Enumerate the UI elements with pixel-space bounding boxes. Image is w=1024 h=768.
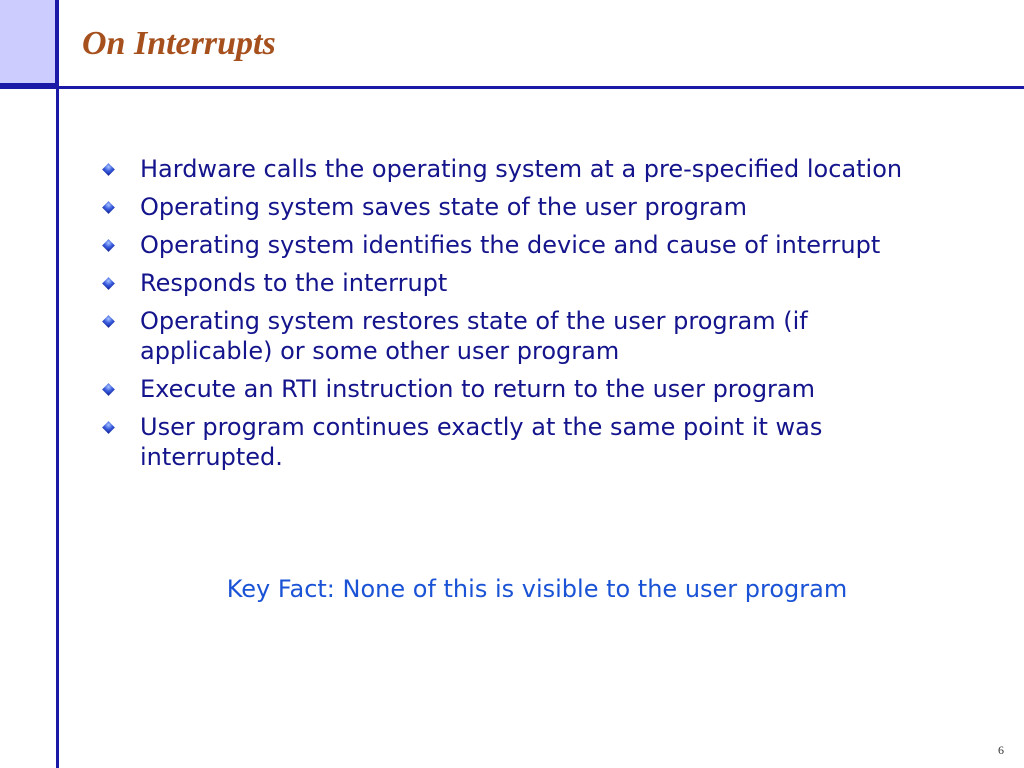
blue-diamond-bullet-icon <box>102 239 115 252</box>
bullet-text: User program continues exactly at the same point it was interrupted. <box>140 413 823 471</box>
horizontal-divider-line <box>0 86 1024 89</box>
bullet-item <box>100 192 920 222</box>
bullet-text: Operating system identifies the device and cause of interrupt <box>140 231 881 259</box>
blue-diamond-bullet-icon <box>102 421 115 434</box>
bullet-item <box>100 412 920 472</box>
bullet-item <box>100 230 920 260</box>
bullet-text: Responds to the interrupt <box>140 269 448 297</box>
bullet-text: Operating system restores state of the user program (if applicable) or some other user program <box>140 307 808 365</box>
blue-diamond-bullet-icon <box>102 277 115 290</box>
bullet-text: Operating system saves state of the user program <box>140 193 747 221</box>
blue-diamond-bullet-icon <box>102 315 115 328</box>
slide-title: On Interrupts <box>82 25 276 62</box>
bullet-list <box>100 154 920 480</box>
vertical-divider-line <box>56 0 59 768</box>
bullet-item <box>100 374 920 404</box>
blue-diamond-bullet-icon <box>102 163 115 176</box>
key-fact-text: Key Fact: None of this is visible to the user program <box>226 575 848 603</box>
blue-diamond-bullet-icon <box>102 383 115 396</box>
bullet-item <box>100 268 920 298</box>
bullet-item <box>100 154 920 184</box>
bullet-text: Execute an RTI instruction to return to the user program <box>140 375 816 403</box>
blue-diamond-bullet-icon <box>102 201 115 214</box>
corner-accent-box <box>0 0 58 86</box>
bullet-text: Hardware calls the operating system at a pre-specified location <box>140 155 903 183</box>
page-number: 6 <box>998 743 1004 757</box>
bullet-item <box>100 306 920 366</box>
